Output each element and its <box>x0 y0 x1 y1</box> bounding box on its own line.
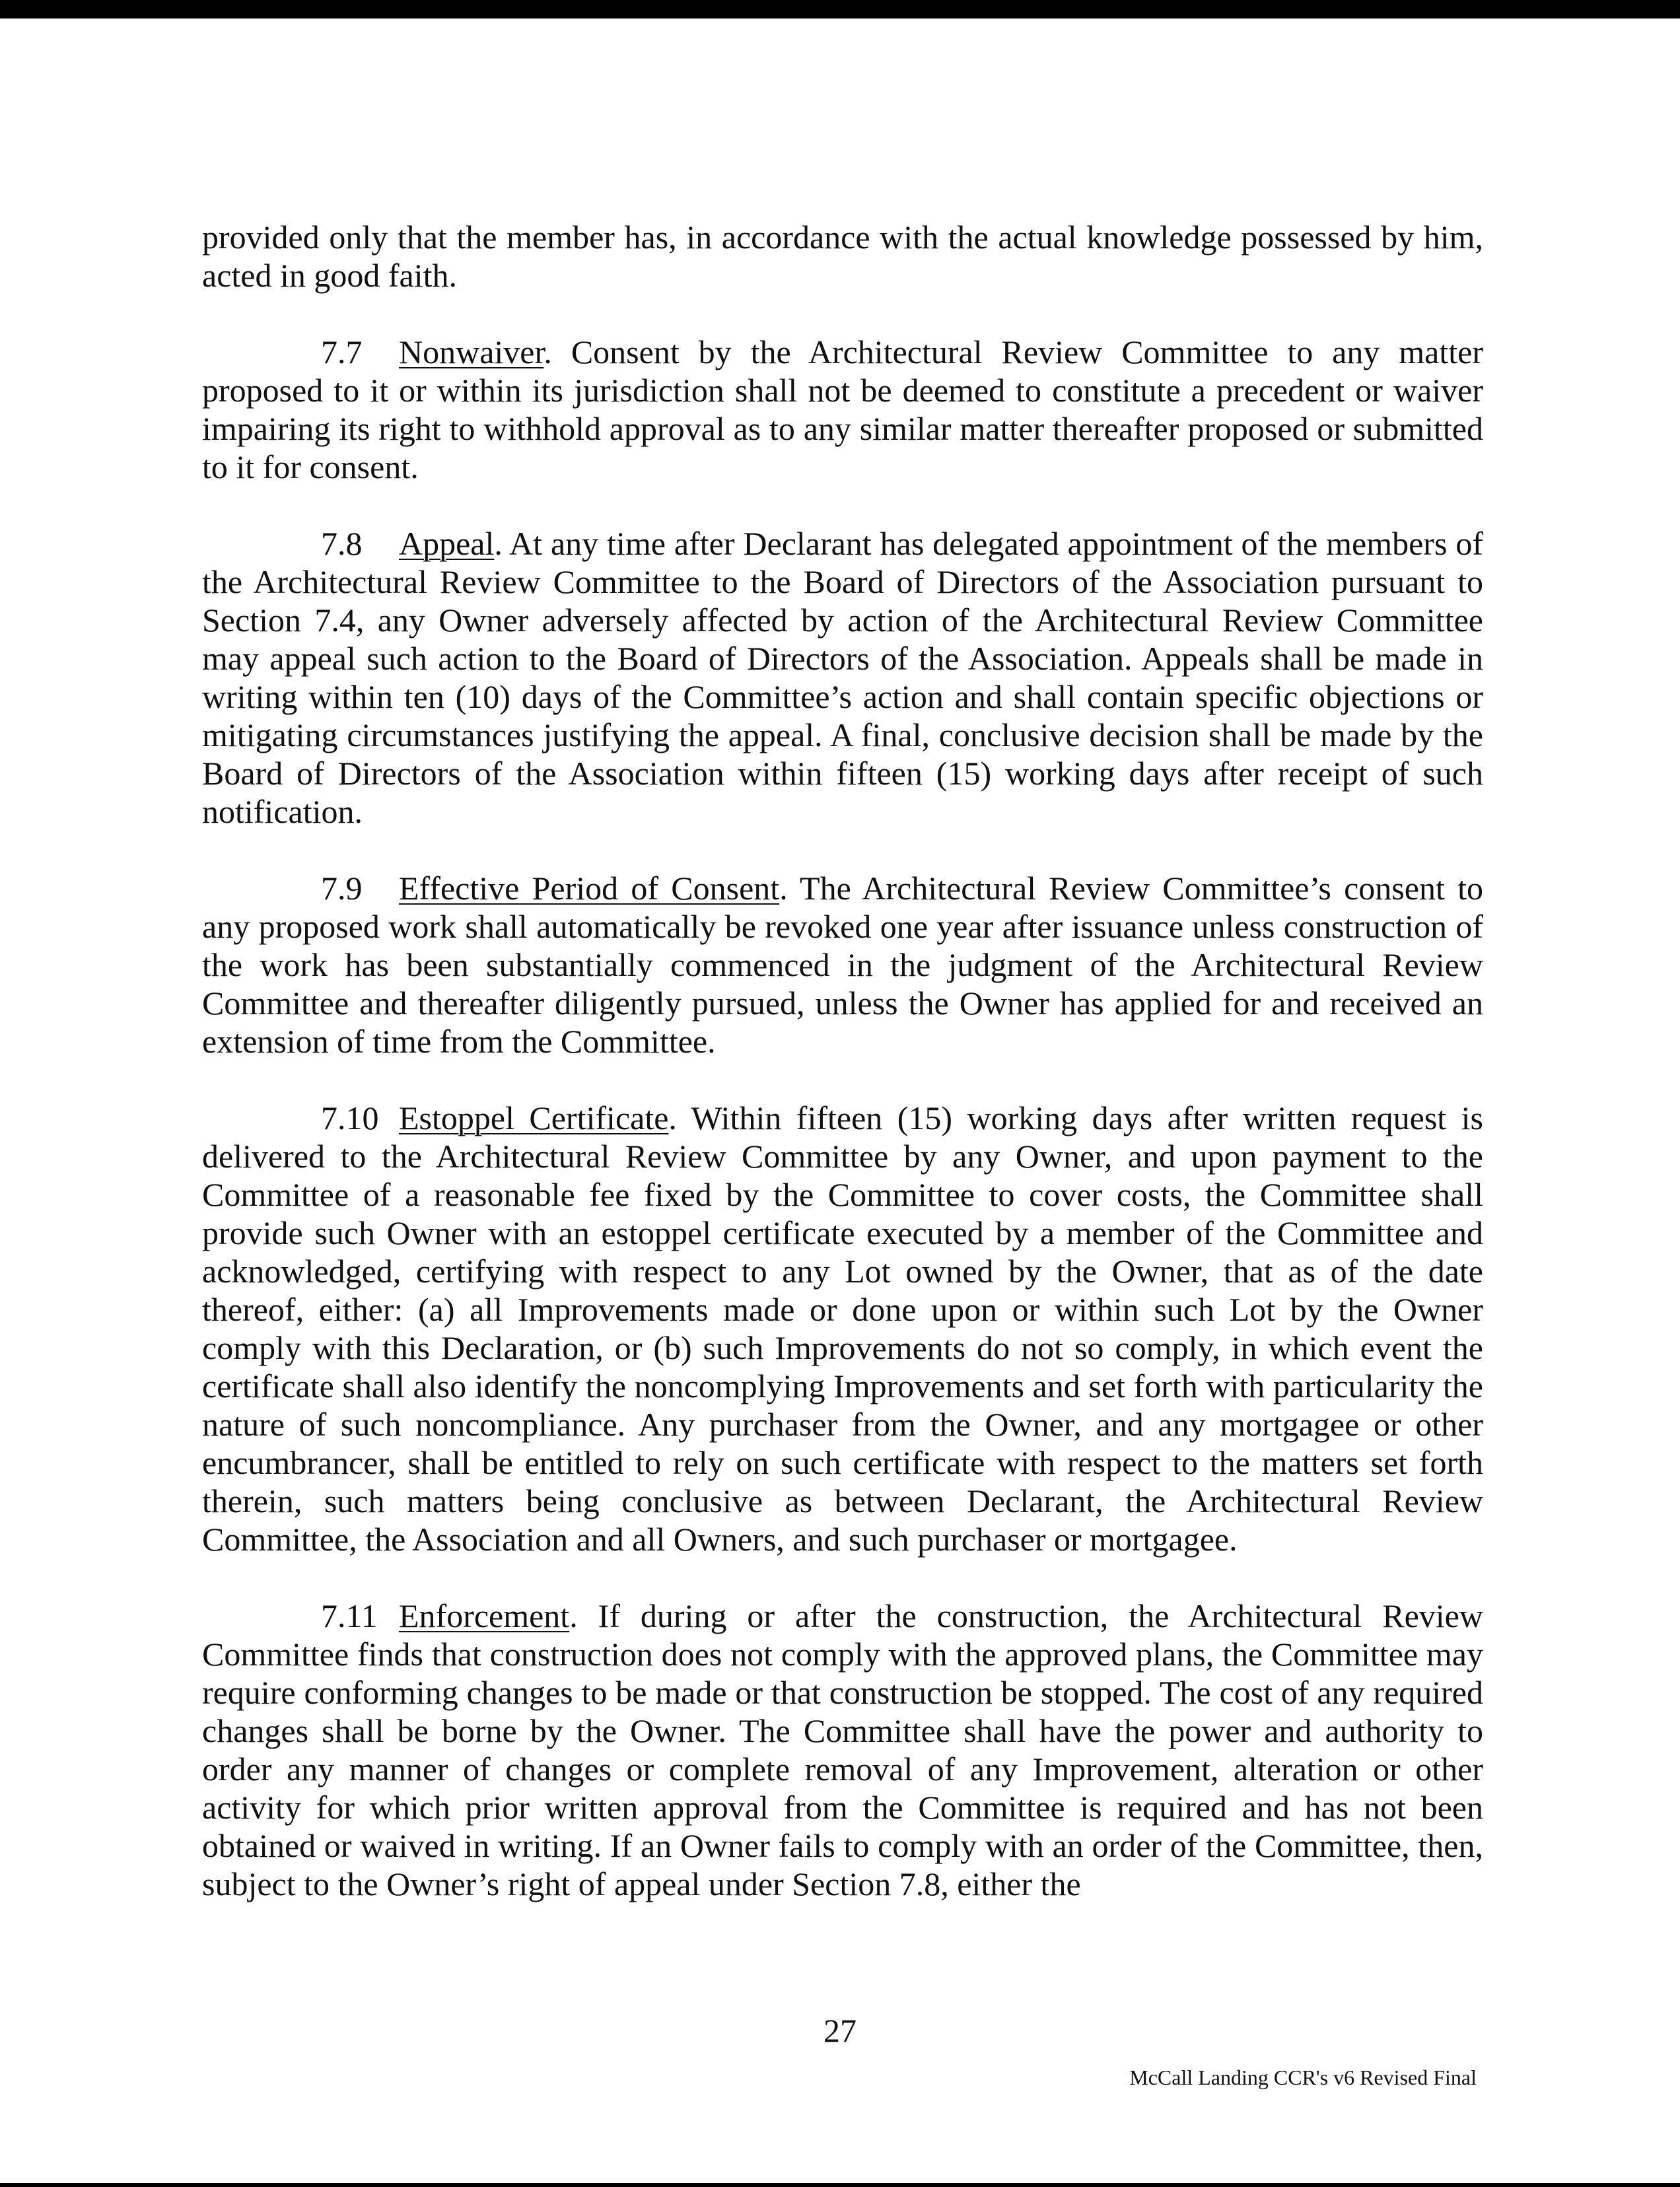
section-title: Estoppel Certificate <box>399 1099 669 1136</box>
section-title: Effective Period of Consent <box>399 870 780 907</box>
scan-top-border <box>0 0 1680 18</box>
section-number: 7.8 <box>321 525 363 562</box>
section-body: . Within fifteen (15) working days after written request is delivered to the Architectural Review Committee by any Owner, and upon payment to the Committee of a reasonable fee fixed by the Committee to cover costs, the Committee shall provide such Owner with an estoppel certificate executed by a member of the Committee and acknowledged, certifying with respect to any Lot owned by the Owner, that as of the date thereof, either: (a) all Improvements made or done upon or within such Lot by the Owner comply with this Declaration, or (b) such Improvements do not so comply, in which event the certificate shall also identify the noncomplying Improvements and set forth with particularity the nature of such noncompliance. Any purchaser from the Owner, and any mortgagee or other encumbrancer, shall be entitled to rely on such certificate with respect to the matters set forth therein, such matters being conclusive as between Declarant, the Architectural Review Committee, the Association and all Owners, and such purchaser or mortgagee. <box>202 1099 1483 1558</box>
scan-bottom-border <box>0 2183 1680 2187</box>
section-body: . The Architectural Review Committee’s consent to any proposed work shall automatically be revoked one year after issuance unless construction of the work has been substantially commenced in the judgment of the Architectural Review Committee and thereafter diligently pursued, unless the Owner has applied for and received an extension of time from the Committee. <box>202 870 1483 1060</box>
section-title: Enforcement <box>399 1597 570 1634</box>
section-number: 7.10 <box>321 1099 379 1136</box>
document-version-label: McCall Landing CCR's v6 Revised Final <box>1129 2066 1477 2089</box>
section-number: 7.7 <box>321 333 363 370</box>
section-body: . Consent by the Architectural Review Committee to any matter proposed to it or within its jurisdiction shall not be deemed to constitute a precedent or waiver impairing its right to withhold approval as to any similar matter thereafter proposed or submitted to it for consent. <box>202 333 1483 485</box>
section-7-11 <box>202 1597 1483 1903</box>
page-number: 27 <box>823 2012 857 2049</box>
section-7-8 <box>202 524 1483 831</box>
intro-paragraph: provided only that the member has, in accordance with the actual knowledge possessed by him, acted in good faith. <box>202 219 1483 294</box>
section-body: . If during or after the construction, the Architectural Review Committee finds that construction does not comply with the approved plans, the Committee may require conforming changes to be made or that construction be stopped. The cost of any required changes shall be borne by the Owner. The Committee shall have the power and authority to order any manner of changes or complete removal of any Improvement, alteration or other activity for which prior written approval from the Committee is required and has not been obtained or waived in writing. If an Owner fails to comply with an order of the Committee, then, subject to the Owner’s right of appeal under Section 7.8, either the <box>202 1597 1483 1902</box>
section-number: 7.9 <box>321 870 363 907</box>
section-number: 7.11 <box>321 1597 378 1634</box>
section-7-7 <box>202 333 1483 486</box>
section-7-9 <box>202 869 1483 1060</box>
section-title: Appeal <box>399 525 495 562</box>
section-body: . At any time after Declarant has delegated appointment of the members of the Architectural Review Committee to the Board of Directors of the Association pursuant to Section 7.4, any Owner adversely affected by action of the Architectural Review Committee may appeal such action to the Board of Directors of the Association. Appeals shall be made in writing within ten (10) days of the Committee’s action and shall contain specific objections or mitigating circumstances justifying the appeal. A final, conclusive decision shall be made by the Board of Directors of the Association within fifteen (15) working days after receipt of such notification. <box>202 525 1483 830</box>
document-body <box>202 218 1483 1903</box>
section-7-10 <box>202 1099 1483 1558</box>
section-title: Nonwaiver <box>399 333 544 370</box>
